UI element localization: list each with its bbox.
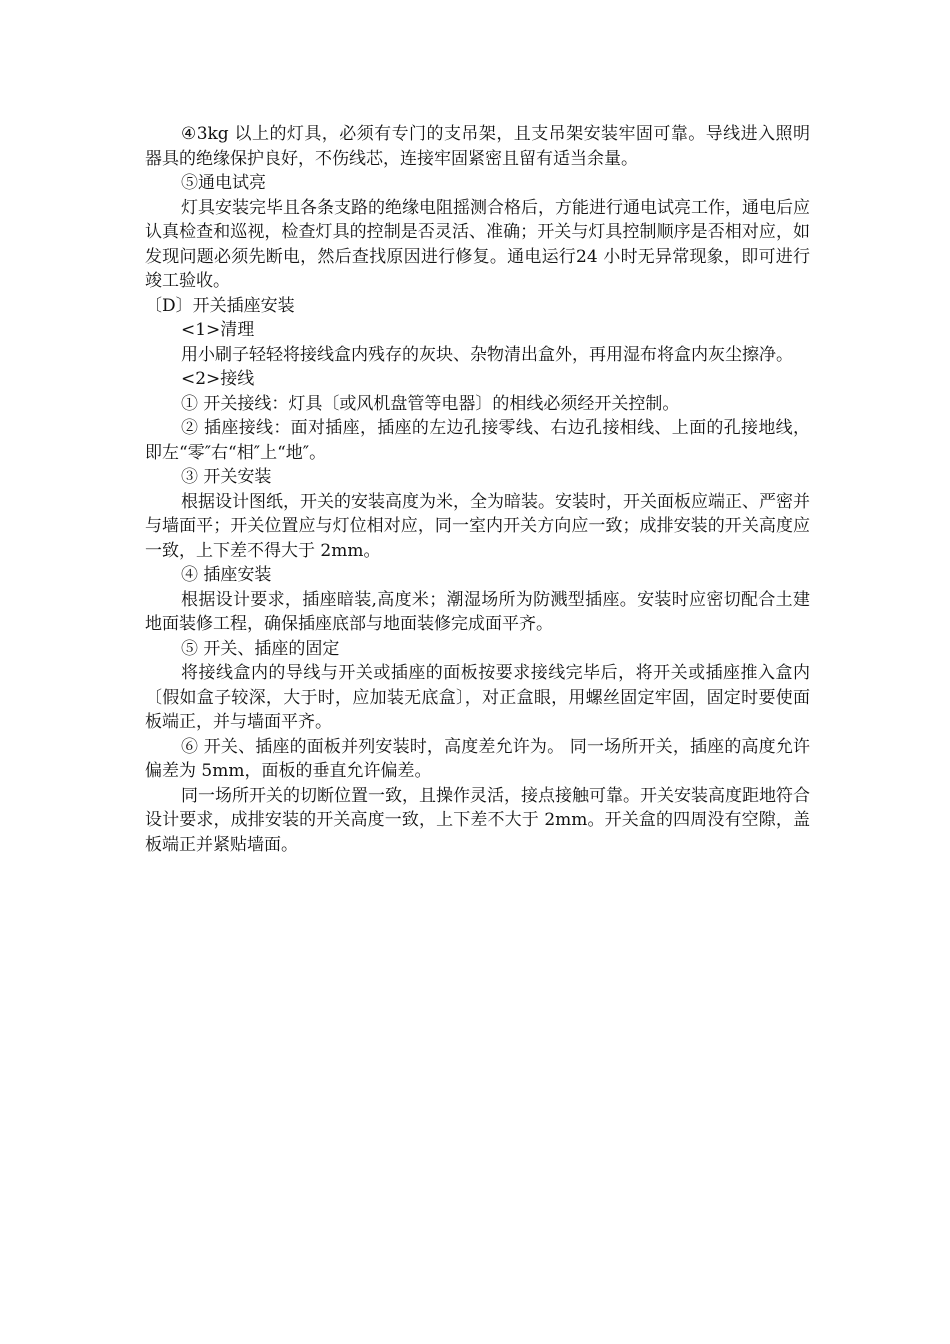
heading-cleaning: <1>清理 xyxy=(181,320,255,340)
paragraph-power-test: 灯具安装完毕且各条支路的绝缘电阻摇测合格后，方能进行通电试亮工作，通电后应认真检查和巡视，检查灯具的控制是否灵活、准确；开关与灯具控制顺序是否相对应，如发现问题必须先断电，然后查找原因进行修复。通电运行24 小时无异常现象，即可进行竣工验收。 xyxy=(145,197,810,291)
paragraph-heavy-lamps: ④3kg 以上的灯具，必须有专门的支吊架，且支吊架安装牢固可靠。导线进入照明器具的绝缘保护良好，不伤线芯，连接牢固紧密且留有适当余量。 xyxy=(145,124,810,169)
heading-wiring: <2>接线 xyxy=(181,369,255,389)
paragraph-panel-tolerance: ⑥ 开关、插座的面板并列安装时，高度差允许为。 同一场所开关，插座的高度允许偏差为 5mm，面板的垂直允许偏差。 xyxy=(145,736,810,781)
heading-power-test: ⑤通电试亮 xyxy=(181,173,266,193)
paragraph-socket-install: 根据设计要求，插座暗装,高度米；潮湿场所为防溅型插座。安装时应密切配合土建地面装修工程，确保插座底部与地面装修完成面平齐。 xyxy=(145,589,810,634)
heading-socket-install: ④ 插座安装 xyxy=(181,565,272,585)
paragraph-switch-install: 根据设计图纸，开关的安装高度为米，全为暗装。安装时，开关面板应端正、严密并与墙面平；开关位置应与灯位相对应，同一室内开关方向应一致；成排安装的开关高度应一致，上下差不得大于 2mm。 xyxy=(145,491,810,561)
paragraph-switch-wiring: ① 开关接线：灯具〔或风机盘管等电器〕的相线必须经开关控制。 xyxy=(181,393,680,414)
paragraph-same-place-switch: 同一场所开关的切断位置一致，且操作灵活，接点接触可靠。开关安装高度距地符合设计要求，成排安装的开关高度一致，上下差不大于 2mm。开关盒的四周没有空隙，盖板端正并紧贴墙面。 xyxy=(145,785,810,855)
document-page xyxy=(145,122,810,857)
paragraph-fixing: 将接线盒内的导线与开关或插座的面板按要求接线完毕后，将开关或插座推入盒内〔假如盒子较深，大于时，应加装无底盒〕，对正盒眼，用螺丝固定牢固，固定时要使面板端正，并与墙面平齐。 xyxy=(145,663,810,732)
section-heading-switch-socket: 〔D〕开关插座安装 xyxy=(145,295,295,316)
paragraph-socket-wiring: ② 插座接线：面对插座，插座的左边孔接零线、右边孔接相线、上面的孔接地线，即左“零″右“相″上“地″。 xyxy=(145,418,810,463)
paragraph-cleaning: 用小刷子轻轻将接线盒内残存的灰块、杂物清出盒外，再用湿布将盒内灰尘擦净。 xyxy=(181,344,793,365)
heading-switch-install: ③ 开关安装 xyxy=(181,467,272,487)
heading-fixing: ⑤ 开关、插座的固定 xyxy=(181,638,340,659)
